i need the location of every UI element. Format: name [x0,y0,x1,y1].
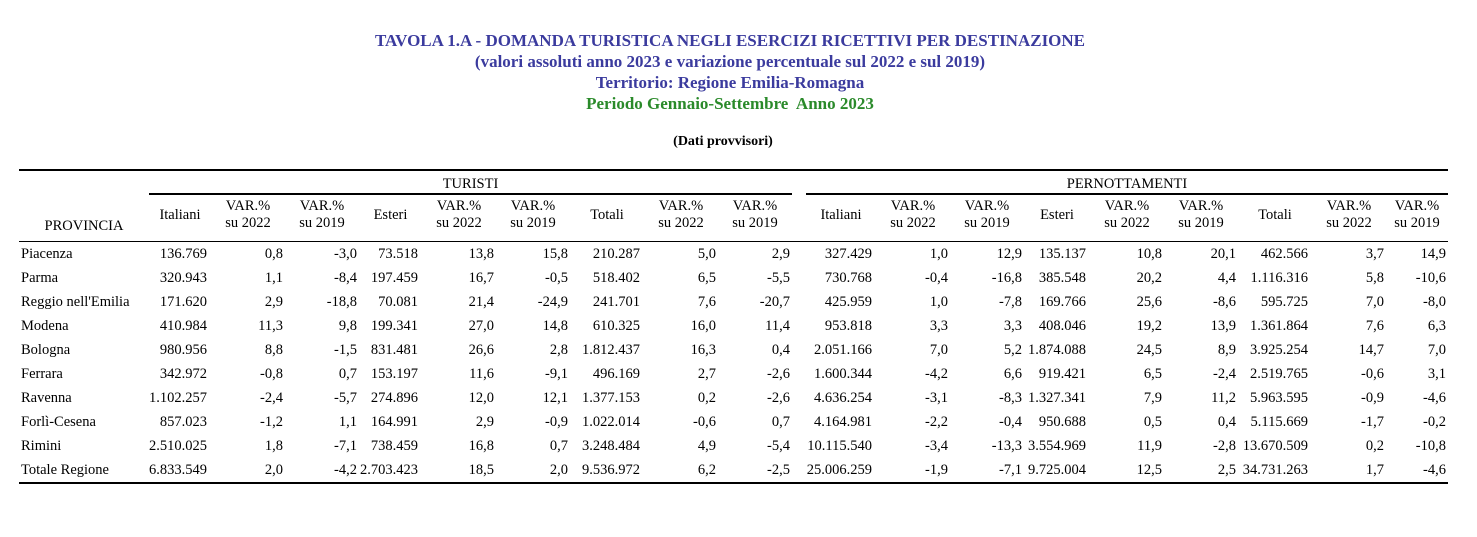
table-cell: 13,9 [1210,317,1236,334]
table-cell: 7,0 [929,341,948,358]
table-cell: 11,4 [765,317,790,334]
table-cell: -3,4 [925,437,948,454]
table-cell: -0,4 [925,269,948,286]
table-cell: -1,5 [334,341,357,358]
column-header-line: su 2019 [1394,215,1440,231]
table-cell: 730.768 [824,269,872,286]
table-cell: 20,2 [1136,269,1162,286]
table-cell: -2,4 [260,389,283,406]
column-header-line: VAR.% [225,198,271,214]
table-cell: 11,6 [469,365,494,382]
column-header [570,194,644,235]
table-cell: 0,2 [1365,437,1384,454]
table-cell: 3,3 [929,317,948,334]
table-cell: 738.459 [370,437,418,454]
column-header [359,194,422,235]
table-cell: -8,3 [999,389,1022,406]
row-spacer [792,242,806,267]
table-cell: 1.874.088 [1028,341,1086,358]
table-cell: 1.327.341 [1028,389,1086,406]
title-line-4: Periodo Gennaio-Settembre Anno 2023 [586,94,874,113]
table-cell: 6,3 [1427,317,1446,334]
column-header-line: Esteri [373,206,408,223]
table-cell: -1,2 [260,413,283,430]
provisional-note: (Dati provvisori) [673,134,773,149]
table-cell: -0,6 [693,413,716,430]
column-header-line: su 2019 [1178,215,1224,231]
province-name: Parma [21,269,59,286]
column-header-line: Italiani [159,206,201,223]
province-name: Modena [21,317,69,334]
table-cell: 410.984 [159,317,207,334]
table-row [19,362,1448,386]
table-cell: 3,1 [1427,365,1446,382]
column-header-line: Italiani [820,206,862,223]
column-header [422,194,496,235]
table-cell: 1,0 [929,245,948,262]
table-cell: -3,1 [925,389,948,406]
row-spacer [792,290,806,314]
table-cell: 2,0 [211,458,285,483]
column-header [718,194,792,235]
row-spacer [792,458,806,483]
table-cell: -8,4 [334,269,357,286]
table-cell: -24,9 [537,293,568,310]
table-cell: 3,7 [1365,245,1384,262]
province-name: Ravenna [21,389,72,406]
column-header [496,194,570,235]
column-header-line: su 2019 [299,215,345,231]
column-header-line: VAR.% [890,198,936,214]
table-cell: 11,3 [258,317,283,334]
column-header-line: VAR.% [732,198,778,214]
column-header-line: VAR.% [1104,198,1150,214]
table-cell: 24,5 [1136,341,1162,358]
table-cell: -7,1 [950,458,1024,483]
table-cell: 610.325 [592,317,640,334]
table-cell: 70.081 [378,293,418,310]
table-row [19,242,1448,267]
table-cell: -1,7 [1361,413,1384,430]
row-spacer [792,314,806,338]
table-cell: 14,9 [1420,245,1446,262]
title-line-3: Territorio: Regione Emilia-Romagna [595,73,865,92]
table-cell: 7,0 [1365,293,1384,310]
table-cell: 2,8 [549,341,568,358]
table-cell: -16,8 [991,269,1022,286]
table-cell: -7,8 [999,293,1022,310]
row-spacer [792,266,806,290]
table-cell: -2,4 [1213,365,1236,382]
table-cell: 2.703.423 [359,458,422,483]
table-cell: 1.600.344 [814,365,872,382]
row-spacer [792,386,806,410]
table-cell: 5,0 [697,245,716,262]
column-header-row [19,194,1448,235]
table-cell: 169.766 [1038,293,1086,310]
table-cell: 4,4 [1217,269,1236,286]
column-header-line: su 2019 [964,215,1010,231]
table-cell: 18,5 [422,458,496,483]
table-cell: 11,9 [1137,437,1162,454]
column-header-line: su 2022 [658,215,704,231]
table-cell: 6,2 [644,458,718,483]
table-cell: 2,7 [697,365,716,382]
table-cell: 8,8 [264,341,283,358]
table-cell: 274.896 [370,389,418,406]
province-name: Reggio nell'Emilia [21,293,130,310]
table-cell: -7,1 [334,437,357,454]
column-header [1312,194,1386,235]
table-cell: 25,6 [1136,293,1162,310]
table-cell: -18,8 [326,293,357,310]
province-name: Forlì-Cesena [21,413,96,430]
table-cell: 462.566 [1260,245,1308,262]
table-cell: 2,5 [1164,458,1238,483]
table-cell: 7,6 [1365,317,1384,334]
table-cell: 5.963.595 [1250,389,1308,406]
table-cell: 6,5 [1143,365,1162,382]
table-cell: -1,9 [876,458,950,483]
table-cell: 16,3 [690,341,716,358]
table-cell: -4,2 [285,458,359,483]
table-cell: 16,0 [690,317,716,334]
table-row [19,314,1448,338]
table-cell: 19,2 [1136,317,1162,334]
table-cell: 34.731.263 [1238,458,1312,483]
column-header-line: VAR.% [510,198,556,214]
table-cell: -10,6 [1415,269,1446,286]
table-cell: 2.519.765 [1250,365,1308,382]
table-cell: 4,9 [697,437,716,454]
column-header-line: su 2022 [1326,215,1372,231]
row-header: PROVINCIA [44,218,124,234]
province-name: Bologna [21,341,71,358]
column-header-line: VAR.% [1178,198,1224,214]
table-cell: 595.725 [1260,293,1308,310]
table-cell: 320.943 [159,269,207,286]
table-cell: 2,9 [771,245,790,262]
table-cell: 21,4 [468,293,494,310]
province-name: Ferrara [21,365,63,382]
table-cell: -0,9 [1361,389,1384,406]
table-cell: 1,1 [264,269,283,286]
table-cell: 6.833.549 [149,458,211,483]
province-name: Piacenza [21,245,73,262]
column-header [1090,194,1164,235]
table-cell: 0,4 [771,341,790,358]
table-cell: 2.510.025 [149,437,207,454]
column-header-line: Totali [590,206,624,223]
table-cell: 13.670.509 [1242,437,1308,454]
column-header [950,194,1024,235]
table-cell: -20,7 [759,293,790,310]
table-cell: -0,5 [545,269,568,286]
table-cell: 5,8 [1365,269,1384,286]
table-cell: -0,8 [260,365,283,382]
table-cell: 11,2 [1211,389,1236,406]
table-cell: 857.023 [159,413,207,430]
table-cell: 15,8 [542,245,568,262]
table-cell: 6,5 [697,269,716,286]
table-cell: -10,8 [1415,437,1446,454]
table-cell: 20,1 [1210,245,1236,262]
table-cell: -2,5 [718,458,792,483]
column-header [1238,194,1312,235]
table-cell: -9,1 [545,365,568,382]
table-cell: 27,0 [468,317,494,334]
table-cell: 1.102.257 [149,389,207,406]
table-cell: 7,9 [1143,389,1162,406]
table-cell: 12,0 [468,389,494,406]
province-name: Rimini [21,437,62,454]
table-cell: 327.429 [824,245,872,262]
table-row [19,338,1448,362]
table-cell: 197.459 [370,269,418,286]
table-cell: 518.402 [592,269,640,286]
table-cell: 8,9 [1217,341,1236,358]
row-spacer [792,362,806,386]
table-cell: 1,8 [264,437,283,454]
table-cell: -5,4 [767,437,790,454]
table-cell: 7,6 [697,293,716,310]
column-header-line: su 2022 [1104,215,1150,231]
table-cell: 3,3 [1003,317,1022,334]
table-cell: 3.925.254 [1250,341,1308,358]
table-row [19,290,1448,314]
table-cell: -5,7 [334,389,357,406]
table-cell: 9.536.972 [570,458,644,483]
table-cell: 241.701 [592,293,640,310]
table-row [19,266,1448,290]
table-cell: 4.164.981 [814,413,872,430]
table-body [19,242,1448,484]
table-cell: 26,6 [468,341,494,358]
table-cell: 9.725.004 [1024,458,1090,483]
table-cell: 408.046 [1038,317,1086,334]
title-block [0,30,1460,114]
table-cell: 919.421 [1038,365,1086,382]
table-cell: 12,9 [996,245,1022,262]
table-row [19,410,1448,434]
table-cell: -0,6 [1361,365,1384,382]
column-header-line: su 2019 [510,215,556,231]
table-cell: 1.377.153 [582,389,640,406]
column-header-line: VAR.% [1394,198,1440,214]
table-cell: 0,7 [338,365,357,382]
table-cell: 496.169 [592,365,640,382]
column-header-line: su 2019 [732,215,778,231]
table-cell: 2,9 [475,413,494,430]
table-cell: 1.022.014 [582,413,640,430]
table-cell: 9,8 [338,317,357,334]
table-cell: 0,7 [549,437,568,454]
table-cell: 2,9 [264,293,283,310]
table-cell: 199.341 [370,317,418,334]
table-cell: 1.812.437 [582,341,640,358]
table-cell: -13,3 [991,437,1022,454]
table-cell: 1,1 [338,413,357,430]
column-header-line: VAR.% [299,198,345,214]
column-header-line: VAR.% [1326,198,1372,214]
table-cell: 2,0 [496,458,570,483]
table-cell: -0,4 [999,413,1022,430]
table-cell: 0,4 [1217,413,1236,430]
group-header-turisti: TURISTI [149,171,792,194]
table-cell: 73.518 [378,245,418,262]
province-name: Totale Regione [19,458,149,483]
table-cell: 10.115.540 [807,437,872,454]
table-cell: 3.554.969 [1028,437,1086,454]
table-cell: 14,8 [542,317,568,334]
column-header [876,194,950,235]
column-header-line: VAR.% [658,198,704,214]
column-header [1164,194,1238,235]
column-header-line: VAR.% [964,198,1010,214]
table-cell: 135.137 [1038,245,1086,262]
column-header [149,194,211,235]
header-spacer [792,194,806,235]
table-cell: 385.548 [1038,269,1086,286]
table-cell: -4,2 [925,365,948,382]
table-cell: 831.481 [370,341,418,358]
table-cell: 6,6 [1003,365,1022,382]
data-table-wrapper [19,169,1446,484]
table-cell: 4.636.254 [814,389,872,406]
table-cell: 153.197 [370,365,418,382]
table-cell: 136.769 [159,245,207,262]
table-cell: -2,6 [767,365,790,382]
table-cell: -3,0 [334,245,357,262]
table-cell: 164.991 [370,413,418,430]
column-header-line: su 2022 [890,215,936,231]
table-row [19,434,1448,458]
table-cell: 16,8 [468,437,494,454]
table-cell: 12,1 [542,389,568,406]
table-cell: 171.620 [159,293,207,310]
column-header-line: VAR.% [436,198,482,214]
table-cell: -2,6 [767,389,790,406]
table-cell: -4,6 [1423,389,1446,406]
table-cell: 342.972 [159,365,207,382]
table-cell: 0,8 [264,245,283,262]
table-cell: 3.248.484 [582,437,640,454]
row-spacer [792,410,806,434]
table-cell: -2,2 [925,413,948,430]
data-table [19,169,1448,484]
table-cell: -0,2 [1423,413,1446,430]
group-header-pernottamenti: PERNOTTAMENTI [806,171,1448,194]
table-row [19,386,1448,410]
table-cell: 14,7 [1358,341,1384,358]
column-header [1386,194,1448,235]
title-line-2: (valori assoluti anno 2023 e variazione percentuale sul 2022 e sul 2019) [474,52,986,71]
table-cell: 425.959 [824,293,872,310]
table-cell: 950.688 [1038,413,1086,430]
table-cell: -4,6 [1386,458,1448,483]
table-cell: 5.115.669 [1250,413,1308,430]
table-cell: -5,5 [767,269,790,286]
table-cell: -8,6 [1213,293,1236,310]
column-header [211,194,285,235]
column-header-line: Totali [1258,206,1292,223]
table-cell: 0,2 [697,389,716,406]
table-cell: -2,8 [1213,437,1236,454]
column-header [1024,194,1090,235]
table-cell: 1,7 [1312,458,1386,483]
table-row [19,458,1448,483]
title-line-1: TAVOLA 1.A - DOMANDA TURISTICA NEGLI ESERCIZI RICETTIVI PER DESTINAZIONE [374,31,1086,50]
table-cell: 10,8 [1136,245,1162,262]
table-cell: 0,5 [1143,413,1162,430]
table-cell: 2.051.166 [814,341,872,358]
table-cell: 1.361.864 [1250,317,1308,334]
table-cell: 5,2 [1003,341,1022,358]
table-cell: 16,7 [468,269,494,286]
table-cell: 1.116.316 [1250,269,1308,286]
column-header-line: su 2022 [225,215,271,231]
table-cell: 210.287 [592,245,640,262]
row-spacer [792,338,806,362]
column-header-line: su 2022 [436,215,482,231]
table-cell: 7,0 [1427,341,1446,358]
table-cell: -8,0 [1423,293,1446,310]
table-cell: -0,9 [545,413,568,430]
table-cell: 980.956 [159,341,207,358]
column-header-line: Esteri [1040,206,1074,223]
column-header [644,194,718,235]
table-cell: 1,0 [929,293,948,310]
table-cell: 25.006.259 [806,458,876,483]
row-spacer [792,434,806,458]
table-cell: 13,8 [468,245,494,262]
column-header [285,194,359,235]
table-cell: 0,7 [771,413,790,430]
column-header [806,194,876,235]
table-cell: 12,5 [1090,458,1164,483]
table-cell: 953.818 [824,317,872,334]
